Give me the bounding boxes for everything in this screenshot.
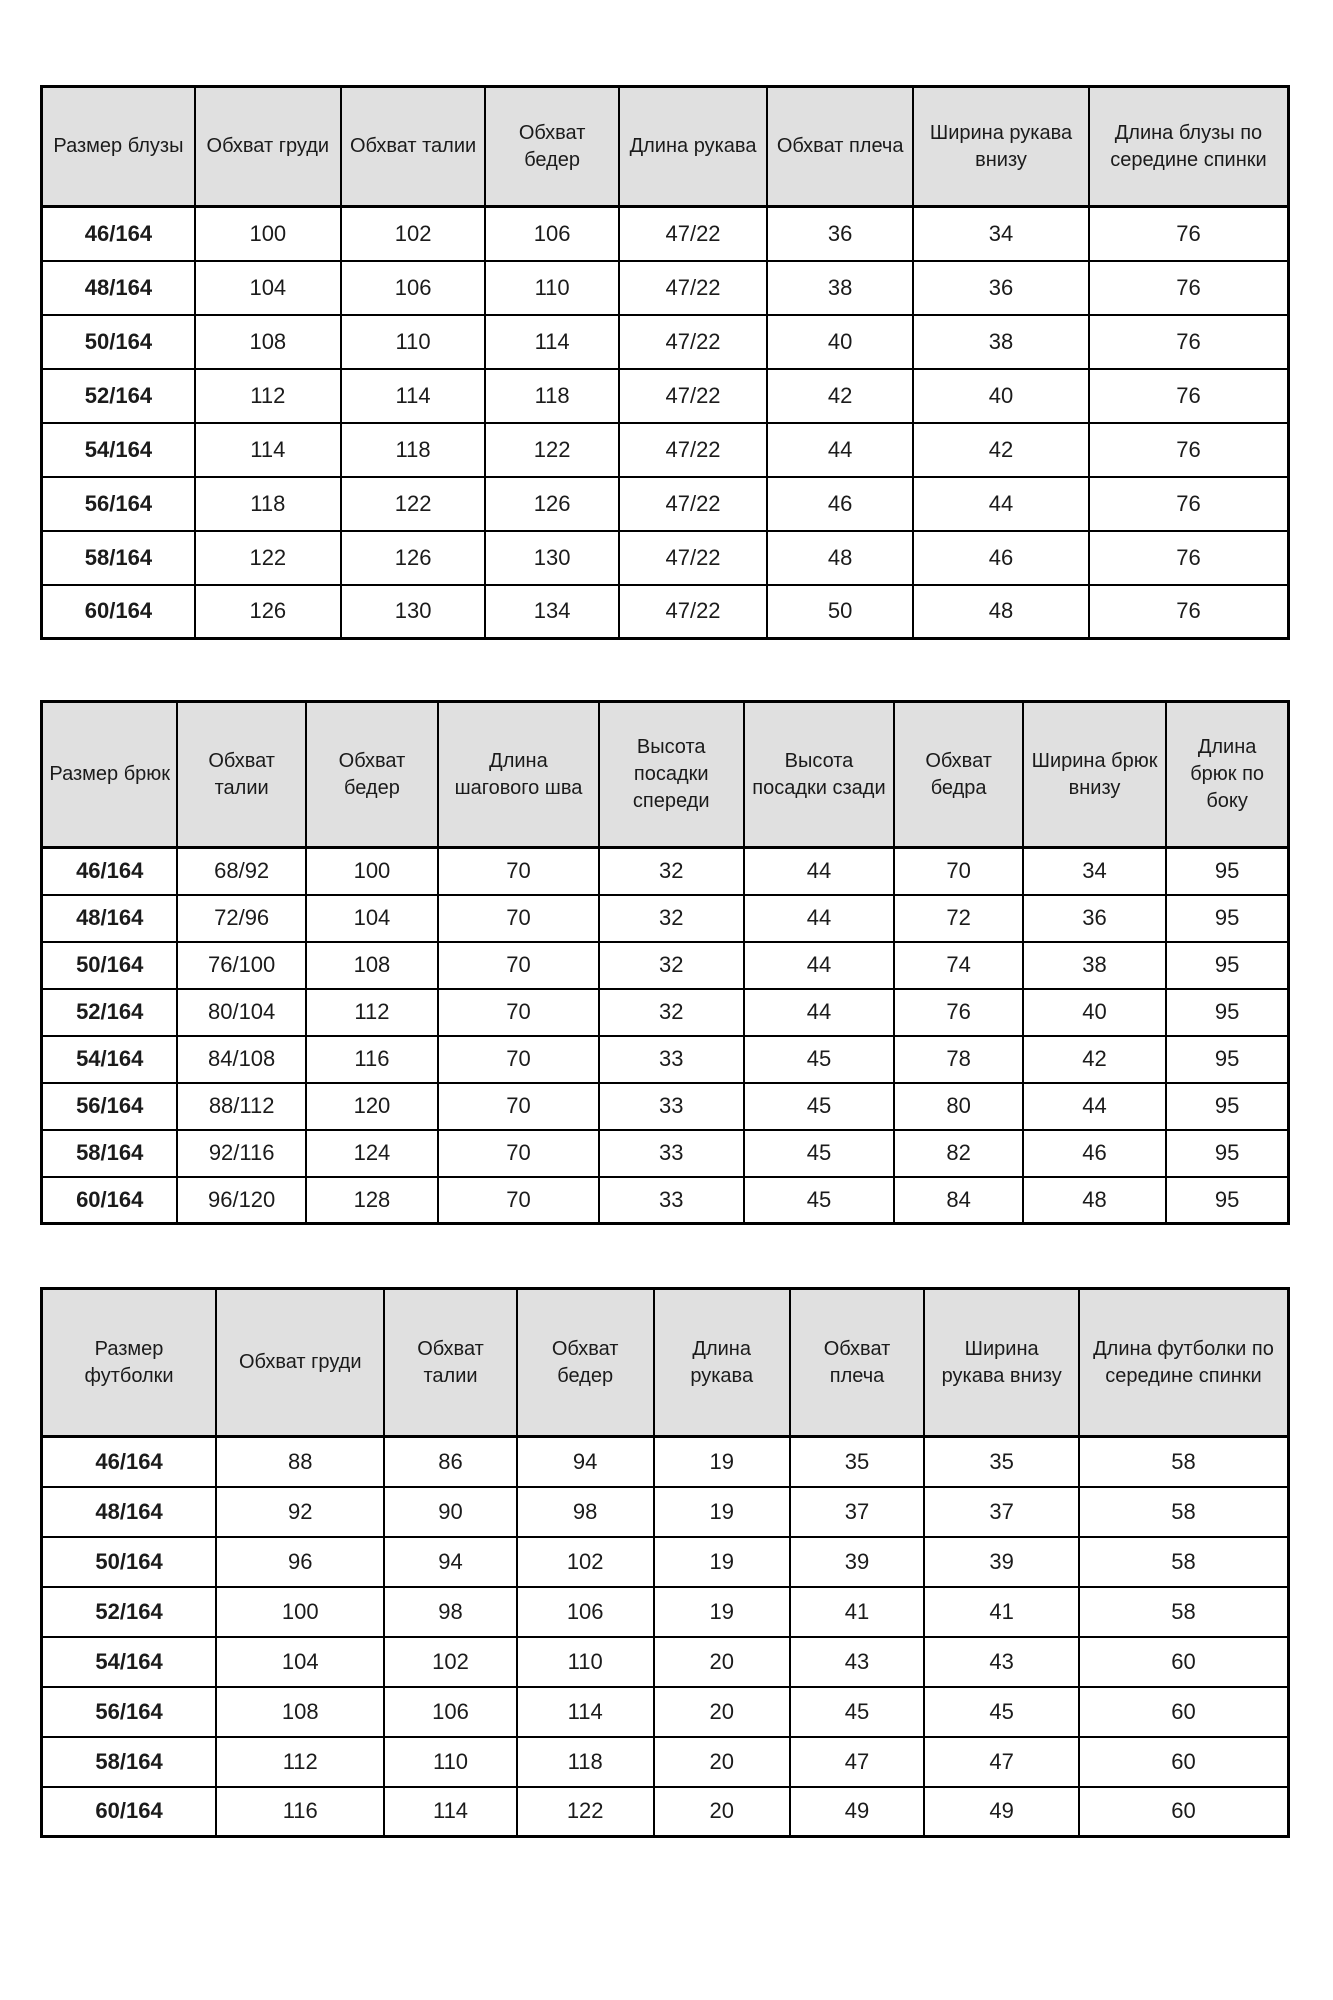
value-cell: 47/22 <box>619 315 767 369</box>
value-cell: 45 <box>744 1177 895 1224</box>
value-cell: 76 <box>1089 423 1289 477</box>
value-cell: 48 <box>1023 1177 1166 1224</box>
size-cell: 56/164 <box>42 1687 217 1737</box>
value-cell: 38 <box>767 261 913 315</box>
value-cell: 49 <box>790 1787 925 1837</box>
table-row <box>42 531 1289 585</box>
value-cell: 46 <box>767 477 913 531</box>
value-cell: 104 <box>306 895 438 942</box>
value-cell: 128 <box>306 1177 438 1224</box>
value-cell: 33 <box>599 1177 744 1224</box>
value-cell: 45 <box>790 1687 925 1737</box>
value-cell: 36 <box>1023 895 1166 942</box>
value-cell: 88/112 <box>177 1083 305 1130</box>
value-cell: 112 <box>306 989 438 1036</box>
value-cell: 70 <box>438 1177 599 1224</box>
value-cell: 47/22 <box>619 477 767 531</box>
value-cell: 112 <box>216 1737 384 1787</box>
value-cell: 78 <box>894 1036 1022 1083</box>
value-cell: 122 <box>195 531 341 585</box>
value-cell: 58 <box>1079 1487 1289 1537</box>
value-cell: 112 <box>195 369 341 423</box>
value-cell: 95 <box>1166 1130 1288 1177</box>
value-cell: 44 <box>744 989 895 1036</box>
table-row <box>42 942 1289 989</box>
value-cell: 106 <box>341 261 486 315</box>
value-cell: 94 <box>384 1537 516 1587</box>
value-cell: 38 <box>1023 942 1166 989</box>
column-header: Обхват бедер <box>485 87 618 207</box>
value-cell: 60 <box>1079 1637 1289 1687</box>
value-cell: 76 <box>1089 585 1289 639</box>
value-cell: 110 <box>485 261 618 315</box>
size-cell: 60/164 <box>42 585 195 639</box>
value-cell: 96/120 <box>177 1177 305 1224</box>
value-cell: 20 <box>654 1637 790 1687</box>
column-header: Обхват талии <box>177 702 305 848</box>
value-cell: 86 <box>384 1437 516 1487</box>
value-cell: 47/22 <box>619 207 767 261</box>
value-cell: 108 <box>216 1687 384 1737</box>
value-cell: 95 <box>1166 1083 1288 1130</box>
value-cell: 33 <box>599 1130 744 1177</box>
value-cell: 76 <box>894 989 1022 1036</box>
value-cell: 80/104 <box>177 989 305 1036</box>
value-cell: 114 <box>195 423 341 477</box>
value-cell: 104 <box>216 1637 384 1687</box>
value-cell: 19 <box>654 1437 790 1487</box>
trousers-size-table <box>40 700 1290 1225</box>
value-cell: 40 <box>767 315 913 369</box>
value-cell: 32 <box>599 989 744 1036</box>
blouse-size-table <box>40 85 1290 640</box>
value-cell: 118 <box>517 1737 654 1787</box>
value-cell: 96 <box>216 1537 384 1587</box>
value-cell: 46 <box>1023 1130 1166 1177</box>
value-cell: 118 <box>341 423 486 477</box>
header-row <box>42 87 1289 207</box>
value-cell: 47 <box>924 1737 1079 1787</box>
value-cell: 126 <box>485 477 618 531</box>
header-row <box>42 1289 1289 1437</box>
table-row <box>42 1737 1289 1787</box>
value-cell: 88 <box>216 1437 384 1487</box>
value-cell: 74 <box>894 942 1022 989</box>
value-cell: 126 <box>341 531 486 585</box>
value-cell: 82 <box>894 1130 1022 1177</box>
value-cell: 47/22 <box>619 261 767 315</box>
column-header: Обхват груди <box>195 87 341 207</box>
value-cell: 76/100 <box>177 942 305 989</box>
column-header: Длина рукава <box>654 1289 790 1437</box>
column-header: Ширина брюк внизу <box>1023 702 1166 848</box>
value-cell: 106 <box>485 207 618 261</box>
value-cell: 43 <box>924 1637 1079 1687</box>
size-cell: 58/164 <box>42 531 195 585</box>
value-cell: 114 <box>485 315 618 369</box>
value-cell: 40 <box>913 369 1089 423</box>
value-cell: 76 <box>1089 207 1289 261</box>
value-cell: 70 <box>438 942 599 989</box>
column-header: Ширина рукава внизу <box>913 87 1089 207</box>
table-row <box>42 477 1289 531</box>
table-row <box>42 207 1289 261</box>
value-cell: 118 <box>485 369 618 423</box>
column-header: Обхват талии <box>341 87 486 207</box>
column-header: Обхват груди <box>216 1289 384 1437</box>
value-cell: 100 <box>216 1587 384 1637</box>
value-cell: 34 <box>913 207 1089 261</box>
value-cell: 38 <box>913 315 1089 369</box>
table-row <box>42 261 1289 315</box>
value-cell: 44 <box>744 848 895 895</box>
size-cell: 52/164 <box>42 1587 217 1637</box>
value-cell: 116 <box>216 1787 384 1837</box>
table-row <box>42 423 1289 477</box>
value-cell: 70 <box>438 895 599 942</box>
value-cell: 58 <box>1079 1437 1289 1487</box>
value-cell: 102 <box>517 1537 654 1587</box>
value-cell: 45 <box>744 1083 895 1130</box>
value-cell: 44 <box>767 423 913 477</box>
column-header: Размер футболки <box>42 1289 217 1437</box>
column-header: Длина брюк по боку <box>1166 702 1288 848</box>
value-cell: 44 <box>744 895 895 942</box>
value-cell: 47/22 <box>619 585 767 639</box>
value-cell: 43 <box>790 1637 925 1687</box>
value-cell: 19 <box>654 1487 790 1537</box>
value-cell: 34 <box>1023 848 1166 895</box>
value-cell: 47/22 <box>619 369 767 423</box>
size-cell: 56/164 <box>42 1083 178 1130</box>
table-row <box>42 585 1289 639</box>
value-cell: 70 <box>438 1036 599 1083</box>
size-cell: 46/164 <box>42 848 178 895</box>
value-cell: 94 <box>517 1437 654 1487</box>
value-cell: 33 <box>599 1036 744 1083</box>
value-cell: 110 <box>341 315 486 369</box>
tshirt-size-table <box>40 1287 1290 1838</box>
value-cell: 122 <box>485 423 618 477</box>
value-cell: 76 <box>1089 261 1289 315</box>
value-cell: 100 <box>195 207 341 261</box>
size-cell: 60/164 <box>42 1177 178 1224</box>
value-cell: 46 <box>913 531 1089 585</box>
value-cell: 72/96 <box>177 895 305 942</box>
value-cell: 70 <box>438 848 599 895</box>
size-cell: 50/164 <box>42 1537 217 1587</box>
value-cell: 48 <box>913 585 1089 639</box>
value-cell: 95 <box>1166 942 1288 989</box>
value-cell: 80 <box>894 1083 1022 1130</box>
value-cell: 110 <box>384 1737 516 1787</box>
value-cell: 95 <box>1166 1177 1288 1224</box>
value-cell: 130 <box>485 531 618 585</box>
value-cell: 130 <box>341 585 486 639</box>
column-header: Размер брюк <box>42 702 178 848</box>
value-cell: 20 <box>654 1687 790 1737</box>
value-cell: 41 <box>790 1587 925 1637</box>
value-cell: 35 <box>924 1437 1079 1487</box>
size-cell: 52/164 <box>42 369 195 423</box>
value-cell: 76 <box>1089 315 1289 369</box>
value-cell: 76 <box>1089 369 1289 423</box>
value-cell: 70 <box>894 848 1022 895</box>
value-cell: 60 <box>1079 1737 1289 1787</box>
value-cell: 110 <box>517 1637 654 1687</box>
table-row <box>42 1130 1289 1177</box>
value-cell: 48 <box>767 531 913 585</box>
column-header: Обхват талии <box>384 1289 516 1437</box>
value-cell: 76 <box>1089 477 1289 531</box>
size-cell: 46/164 <box>42 207 195 261</box>
table-row <box>42 1437 1289 1487</box>
value-cell: 47/22 <box>619 423 767 477</box>
value-cell: 122 <box>341 477 486 531</box>
value-cell: 41 <box>924 1587 1079 1637</box>
column-header: Обхват бедер <box>517 1289 654 1437</box>
header-row <box>42 702 1289 848</box>
value-cell: 114 <box>341 369 486 423</box>
value-cell: 84 <box>894 1177 1022 1224</box>
size-cell: 54/164 <box>42 1637 217 1687</box>
column-header: Длина футболки по середине спинки <box>1079 1289 1289 1437</box>
value-cell: 72 <box>894 895 1022 942</box>
column-header: Высота посадки сзади <box>744 702 895 848</box>
column-header: Высота посадки спереди <box>599 702 744 848</box>
value-cell: 98 <box>384 1587 516 1637</box>
value-cell: 37 <box>790 1487 925 1537</box>
value-cell: 95 <box>1166 1036 1288 1083</box>
value-cell: 37 <box>924 1487 1079 1537</box>
table-row <box>42 1537 1289 1587</box>
value-cell: 100 <box>306 848 438 895</box>
value-cell: 92/116 <box>177 1130 305 1177</box>
value-cell: 92 <box>216 1487 384 1537</box>
value-cell: 39 <box>790 1537 925 1587</box>
value-cell: 98 <box>517 1487 654 1537</box>
size-cell: 48/164 <box>42 261 195 315</box>
value-cell: 19 <box>654 1587 790 1637</box>
value-cell: 95 <box>1166 895 1288 942</box>
column-header: Ширина рукава внизу <box>924 1289 1079 1437</box>
value-cell: 44 <box>744 942 895 989</box>
value-cell: 47 <box>790 1737 925 1787</box>
value-cell: 35 <box>790 1437 925 1487</box>
value-cell: 102 <box>341 207 486 261</box>
value-cell: 118 <box>195 477 341 531</box>
value-cell: 114 <box>384 1787 516 1837</box>
size-cell: 48/164 <box>42 895 178 942</box>
value-cell: 44 <box>913 477 1089 531</box>
value-cell: 45 <box>924 1687 1079 1737</box>
value-cell: 122 <box>517 1787 654 1837</box>
column-header: Длина шагового шва <box>438 702 599 848</box>
table-row <box>42 1177 1289 1224</box>
value-cell: 50 <box>767 585 913 639</box>
value-cell: 60 <box>1079 1687 1289 1737</box>
column-header: Обхват бедра <box>894 702 1022 848</box>
size-cell: 54/164 <box>42 1036 178 1083</box>
value-cell: 39 <box>924 1537 1079 1587</box>
value-cell: 33 <box>599 1083 744 1130</box>
value-cell: 76 <box>1089 531 1289 585</box>
value-cell: 102 <box>384 1637 516 1687</box>
value-cell: 36 <box>767 207 913 261</box>
column-header: Обхват бедер <box>306 702 438 848</box>
table-row <box>42 1637 1289 1687</box>
value-cell: 90 <box>384 1487 516 1537</box>
size-cell: 58/164 <box>42 1130 178 1177</box>
value-cell: 70 <box>438 989 599 1036</box>
value-cell: 70 <box>438 1083 599 1130</box>
value-cell: 32 <box>599 895 744 942</box>
table-row <box>42 989 1289 1036</box>
value-cell: 36 <box>913 261 1089 315</box>
value-cell: 32 <box>599 848 744 895</box>
value-cell: 126 <box>195 585 341 639</box>
value-cell: 106 <box>517 1587 654 1637</box>
table-row <box>42 1487 1289 1537</box>
value-cell: 44 <box>1023 1083 1166 1130</box>
table-row <box>42 1587 1289 1637</box>
value-cell: 58 <box>1079 1587 1289 1637</box>
value-cell: 95 <box>1166 848 1288 895</box>
size-cell: 54/164 <box>42 423 195 477</box>
value-cell: 116 <box>306 1036 438 1083</box>
table-row <box>42 1083 1289 1130</box>
value-cell: 108 <box>306 942 438 989</box>
value-cell: 45 <box>744 1036 895 1083</box>
column-header: Обхват плеча <box>767 87 913 207</box>
value-cell: 20 <box>654 1787 790 1837</box>
size-cell: 56/164 <box>42 477 195 531</box>
value-cell: 32 <box>599 942 744 989</box>
table-row <box>42 895 1289 942</box>
value-cell: 19 <box>654 1537 790 1587</box>
value-cell: 70 <box>438 1130 599 1177</box>
value-cell: 134 <box>485 585 618 639</box>
value-cell: 68/92 <box>177 848 305 895</box>
table-row <box>42 1687 1289 1737</box>
value-cell: 104 <box>195 261 341 315</box>
column-header: Обхват плеча <box>790 1289 925 1437</box>
value-cell: 20 <box>654 1737 790 1787</box>
table-row <box>42 848 1289 895</box>
value-cell: 114 <box>517 1687 654 1737</box>
value-cell: 42 <box>767 369 913 423</box>
table-row <box>42 1036 1289 1083</box>
table-row <box>42 1787 1289 1837</box>
size-cell: 48/164 <box>42 1487 217 1537</box>
size-cell: 58/164 <box>42 1737 217 1787</box>
size-cell: 50/164 <box>42 942 178 989</box>
value-cell: 58 <box>1079 1537 1289 1587</box>
value-cell: 108 <box>195 315 341 369</box>
value-cell: 84/108 <box>177 1036 305 1083</box>
size-cell: 60/164 <box>42 1787 217 1837</box>
column-header: Размер блузы <box>42 87 195 207</box>
value-cell: 42 <box>1023 1036 1166 1083</box>
size-cell: 52/164 <box>42 989 178 1036</box>
value-cell: 60 <box>1079 1787 1289 1837</box>
size-cell: 46/164 <box>42 1437 217 1487</box>
value-cell: 47/22 <box>619 531 767 585</box>
value-cell: 106 <box>384 1687 516 1737</box>
column-header: Длина блузы по середине спинки <box>1089 87 1289 207</box>
value-cell: 95 <box>1166 989 1288 1036</box>
value-cell: 40 <box>1023 989 1166 1036</box>
table-row <box>42 315 1289 369</box>
size-cell: 50/164 <box>42 315 195 369</box>
value-cell: 120 <box>306 1083 438 1130</box>
value-cell: 49 <box>924 1787 1079 1837</box>
table-row <box>42 369 1289 423</box>
value-cell: 45 <box>744 1130 895 1177</box>
column-header: Длина рукава <box>619 87 767 207</box>
value-cell: 124 <box>306 1130 438 1177</box>
value-cell: 42 <box>913 423 1089 477</box>
